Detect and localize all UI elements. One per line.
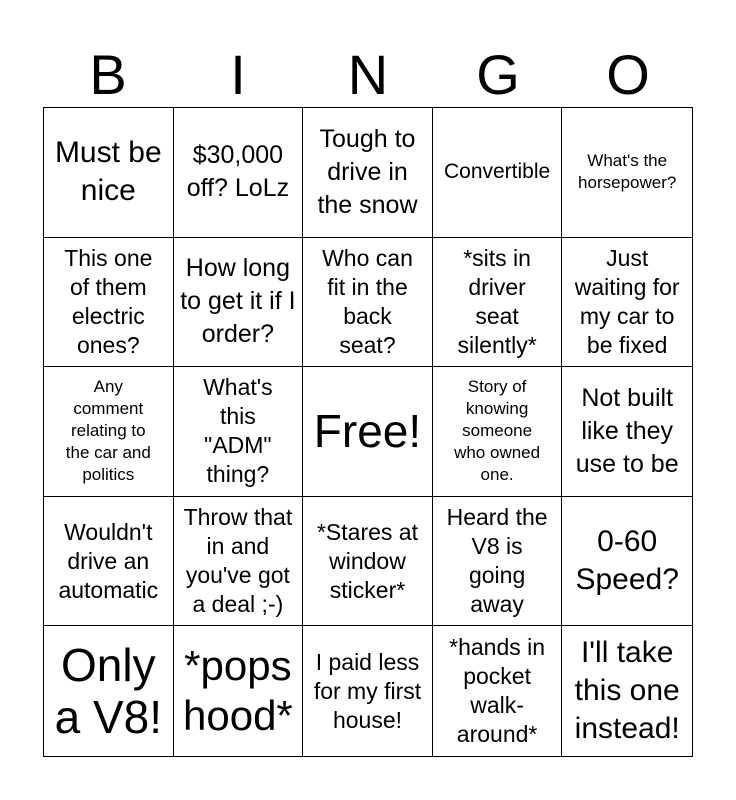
bingo-cell-text: Who can fit in the back seat? bbox=[322, 244, 413, 358]
bingo-cell[interactable] bbox=[303, 238, 433, 368]
bingo-cell[interactable] bbox=[562, 497, 692, 627]
bingo-cell-text: Tough to drive in the snow bbox=[317, 124, 418, 219]
bingo-cell-text: Only a V8! bbox=[54, 639, 162, 744]
bingo-cell[interactable] bbox=[433, 238, 563, 368]
bingo-cell-text: Convertible bbox=[443, 160, 551, 184]
header-letter-n: N bbox=[347, 43, 389, 106]
bingo-cell-text: Heard the V8 is going away bbox=[446, 504, 548, 618]
bingo-cell[interactable] bbox=[44, 626, 174, 756]
bingo-cell[interactable] bbox=[433, 497, 563, 627]
bingo-cell-text: Just waiting for my car to be fixed bbox=[574, 244, 680, 358]
bingo-cell[interactable] bbox=[562, 626, 692, 756]
bingo-cell[interactable] bbox=[433, 108, 563, 238]
bingo-cell[interactable] bbox=[433, 367, 563, 497]
bingo-cell-text: How long to get it if I order? bbox=[180, 254, 296, 349]
bingo-cell-text: I'll take this one instead! bbox=[574, 636, 680, 746]
bingo-cell[interactable] bbox=[562, 238, 692, 368]
free-space-text: Free! bbox=[313, 405, 422, 458]
bingo-cell-text: What's this "ADM" thing? bbox=[203, 374, 273, 488]
bingo-cell[interactable] bbox=[44, 497, 174, 627]
bingo-cell-text: I paid less for my first house! bbox=[313, 648, 422, 733]
bingo-cell[interactable] bbox=[44, 108, 174, 238]
bingo-cell-text: *hands in pocket walk-around* bbox=[449, 634, 546, 748]
bingo-cell[interactable] bbox=[562, 108, 692, 238]
bingo-cell[interactable] bbox=[174, 108, 304, 238]
bingo-cell[interactable] bbox=[174, 238, 304, 368]
bingo-board bbox=[43, 107, 693, 757]
bingo-cell-text: Story of knowing someone who owned one. bbox=[454, 377, 541, 485]
bingo-cell-text: Wouldn't drive an automatic bbox=[58, 518, 159, 603]
bingo-cell[interactable] bbox=[303, 626, 433, 756]
header-letter-b: B bbox=[89, 43, 127, 106]
header-letter-o: O bbox=[606, 43, 650, 106]
bingo-cell-text: What's the horsepower? bbox=[578, 151, 677, 193]
bingo-cell[interactable] bbox=[174, 626, 304, 756]
bingo-cell[interactable] bbox=[303, 108, 433, 238]
bingo-cell[interactable] bbox=[562, 367, 692, 497]
bingo-cell-text: *Stares at window sticker* bbox=[316, 518, 418, 603]
bingo-cell-text: 0-60 Speed? bbox=[575, 525, 679, 597]
bingo-cell[interactable] bbox=[44, 367, 174, 497]
header-letter-i: I bbox=[230, 43, 246, 106]
bingo-cell-text: Must be nice bbox=[54, 136, 162, 208]
bingo-cell[interactable] bbox=[433, 626, 563, 756]
bingo-cell[interactable] bbox=[44, 238, 174, 368]
bingo-cell-text: *sits in driver seat silently* bbox=[457, 244, 537, 358]
bingo-cell-text: This one of them electric ones? bbox=[64, 244, 153, 358]
free-space-cell[interactable] bbox=[303, 367, 433, 497]
header-letter-g: G bbox=[476, 43, 520, 106]
bingo-cell-text: *pops hood* bbox=[183, 642, 293, 740]
bingo-cell[interactable] bbox=[303, 497, 433, 627]
bingo-cell-text: Any comment relating to the car and politics bbox=[65, 377, 151, 485]
bingo-cell-text: $30,000 off? LoLz bbox=[186, 141, 290, 203]
bingo-cell-text: Throw that in and you've got a deal ;-) bbox=[183, 504, 293, 618]
bingo-cell-text: Not built like they use to be bbox=[575, 383, 679, 478]
bingo-cell[interactable] bbox=[174, 367, 304, 497]
bingo-header bbox=[43, 44, 693, 106]
bingo-cell[interactable] bbox=[174, 497, 304, 627]
